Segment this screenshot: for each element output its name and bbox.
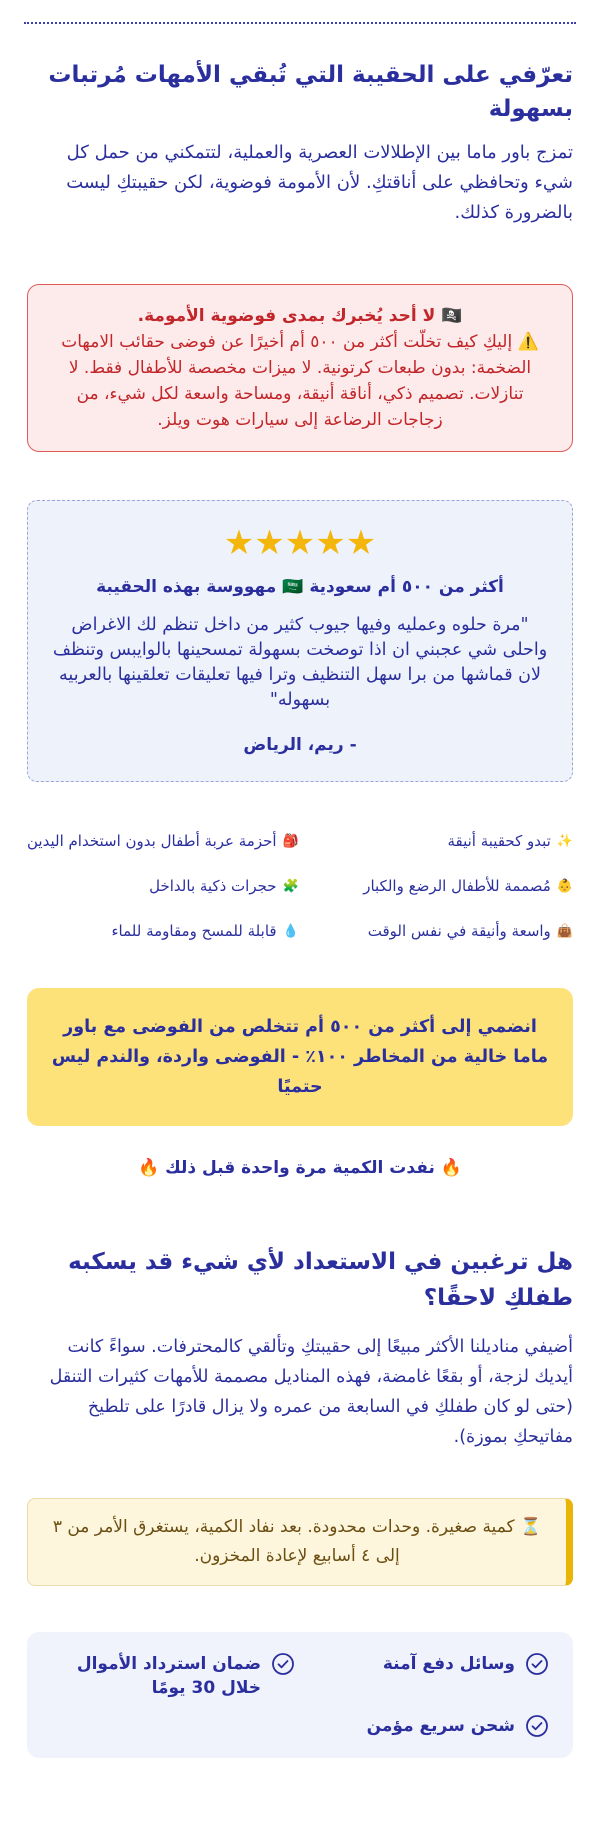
sold-out-notice: 🔥 نفدت الكمية مرة واحدة قبل ذلك 🔥 bbox=[138, 1158, 462, 1178]
hero-text: تمزج باور ماما بين الإطلالات العصرية والعملية، لتتمكني من حمل كل شيء وتحافظي على أناقتكِ. لأن الأمومة فوضوية، لكن حقيبتكِ ليست بالضرورة كذلك. bbox=[66, 142, 573, 223]
baby-icon: 👶 bbox=[556, 878, 573, 894]
alert-body: ⚠️ إليكِ كيف تخلّت أكثر من ٥٠٠ أم أخيرًا عن فوضى حقائب الامهات الضخمة: بدون طبعات كرتونية. لا ميزات مخصصة للأطفال فقط. لا تنازلات. تصميم ذكي، أناقة أنيقة، ومساحة واسعة لكل شيء، من زجاجات الرضاعة إلى سيارات هوت ويلز. bbox=[61, 332, 539, 430]
check-circle-icon bbox=[525, 1652, 549, 1676]
review-author: - ريم، الرياض bbox=[243, 735, 357, 755]
feature-item bbox=[27, 832, 299, 850]
trust-badges bbox=[27, 1632, 573, 1758]
sparkles-icon: ✨ bbox=[556, 833, 573, 849]
trust-item-money-back bbox=[51, 1652, 295, 1700]
trust-label: شحن سريع مؤمن bbox=[366, 1716, 515, 1736]
check-circle-icon bbox=[271, 1652, 295, 1676]
check-circle-icon bbox=[525, 1714, 549, 1738]
review-headline: أكثر من ٥٠٠ أم سعودية 🇸🇦 مهووسة بهذه الحقيبة bbox=[96, 577, 504, 597]
feature-label: تبدو كحقيبة أنيقة bbox=[447, 832, 551, 850]
wipes-section-text: أضيفي مناديلنا الأكثر مبيعًا إلى حقيبتكِ وتألقي كالمحترفات. سواءً كانت أيديك لزجة، أو بقعًا غامضة، فهذه المناديل مصممة للأمهات كثيرات التنقل (حتى لو كان طفلكِ في السابعة من عمره ولا يزال قادرًا على تلطيخ مفاتيحكِ بموزة). bbox=[49, 1337, 573, 1447]
handbag-icon: 👜 bbox=[556, 923, 573, 939]
alert-headline: 🏴‍☠️ لا أحد يُخبرك بمدى فوضوية الأمومة. bbox=[137, 306, 463, 326]
review-box bbox=[27, 500, 573, 782]
feature-label: قابلة للمسح ومقاومة للماء bbox=[111, 922, 277, 940]
backpack-icon: 🎒 bbox=[282, 833, 299, 849]
hero-title: تعرّفي على الحقيبة التي تُبقي الأمهات مُرتبات بسهولة bbox=[48, 62, 573, 122]
star-rating: ★★★★★ bbox=[223, 523, 377, 563]
feature-label: أحزمة عربة أطفال بدون استخدام اليدين bbox=[27, 832, 277, 850]
feature-item bbox=[309, 922, 573, 940]
feature-item bbox=[309, 832, 573, 850]
trust-label: ضمان استرداد الأموال خلال 30 يومًا bbox=[76, 1654, 261, 1698]
trust-item-fast-shipping bbox=[305, 1714, 549, 1738]
feature-item bbox=[27, 922, 299, 940]
top-divider bbox=[24, 22, 576, 24]
feature-label: مُصممة للأطفال الرضع والكبار bbox=[363, 877, 551, 895]
cta-text: انضمي إلى أكثر من ٥٠٠ أم تتخلص من الفوضى مع باور ماما خالية من المخاطر ١٠٠٪ - الفوضى واردة، والندم ليس حتميًا bbox=[51, 1017, 549, 1097]
feature-item bbox=[309, 877, 573, 895]
wipes-section-title: هل ترغبين في الاستعداد لأي شيء قد يسكبه طفلكِ لاحقًا؟ bbox=[68, 1249, 573, 1311]
cta-banner bbox=[27, 988, 573, 1126]
alert-box bbox=[27, 284, 573, 452]
feature-label: واسعة وأنيقة في نفس الوقت bbox=[367, 922, 551, 940]
stock-warning-text: ⏳ كمية صغيرة. وحدات محدودة. بعد نفاد الكمية، يستغرق الأمر من ٣ إلى ٤ أسابيع لإعادة المخزون. bbox=[52, 1517, 542, 1566]
puzzle-icon: 🧩 bbox=[282, 878, 299, 894]
feature-item bbox=[27, 877, 299, 895]
feature-list bbox=[27, 832, 573, 940]
droplet-icon: 💧 bbox=[282, 923, 299, 939]
feature-label: حجرات ذكية بالداخل bbox=[149, 877, 277, 895]
trust-label: وسائل دفع آمنة bbox=[382, 1654, 515, 1674]
trust-item-secure-payment bbox=[305, 1652, 549, 1700]
review-quote: "مرة حلوه وعمليه وفيها جيوب كثير من داخل تنظم لك الاغراض واحلى شي عجبني ان اذا توصخت بسهولة تمسحينها بالوايبس وتنظف لان قماشها من برا سهل التنظيف وترا فيها تعليقات تعلقينها بالعربيه بسهوله" bbox=[52, 615, 548, 710]
stock-warning bbox=[27, 1498, 573, 1586]
